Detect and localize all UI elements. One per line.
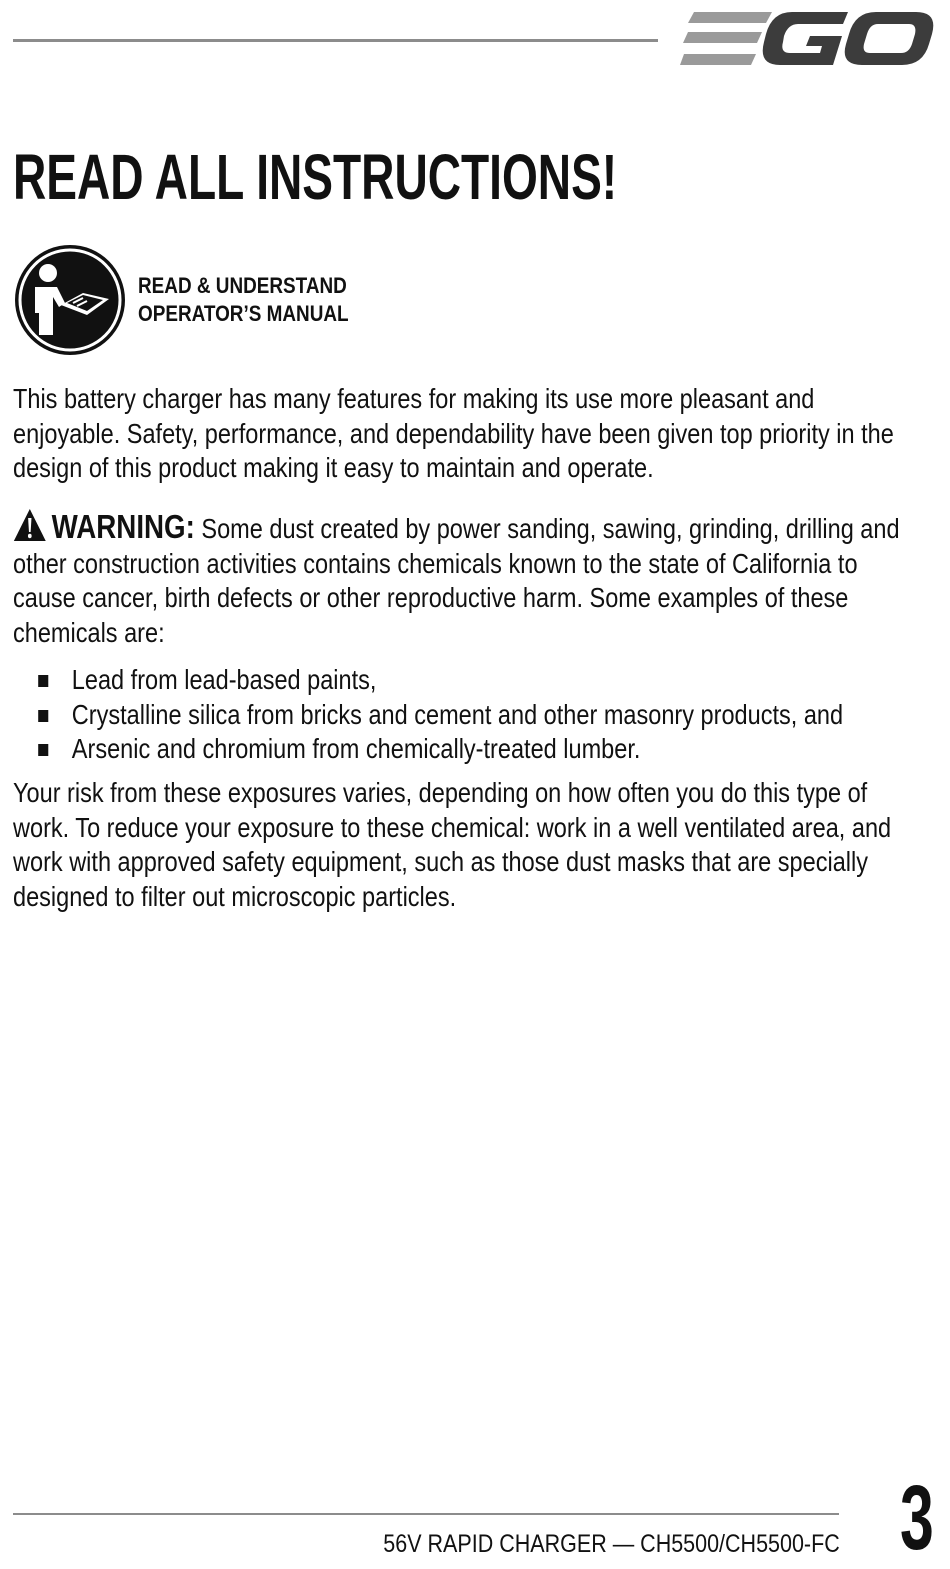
bullet-square-icon <box>38 710 48 722</box>
page-number: 3 <box>900 1467 934 1569</box>
chemical-list <box>13 663 916 767</box>
read-manual-icon <box>13 243 127 357</box>
warning-paragraph <box>13 508 916 650</box>
footer-product-title: 56V RAPID CHARGER — CH5500/CH5500-FC <box>383 1530 840 1558</box>
ego-logo-icon <box>680 8 938 70</box>
manual-notice-line2: OPERATOR’S MANUAL <box>138 301 349 326</box>
list-item <box>13 732 916 767</box>
manual-notice <box>138 272 349 328</box>
risk-paragraph: Your risk from these exposures varies, depending on how often you do this type of work. To reduce your exposure to these chemical: work in a well ventilated area, and work with approved safety equipment, such as those dust masks that are specially designed to filter out microscopic particles. <box>13 777 892 912</box>
page-title: READ ALL INSTRUCTIONS! <box>13 141 618 213</box>
list-item-text: Crystalline silica from bricks and cement and other masonry products, and <box>71 698 844 730</box>
warning-text: Some dust created by power sanding, sawing, grinding, drilling and other construction activities contains chemicals known to the state of California to cause cancer, birth defects or other reproductive harm. Some examples of these chemicals are: <box>13 513 900 648</box>
warning-label: WARNING: <box>51 508 195 545</box>
footer-rule <box>13 1513 839 1515</box>
intro-paragraph: This battery charger has many features for making its use more pleasant and enjoyable. Safety, performance, and dependability have been given top priority in the design of this product making it easy to maintain and operate. <box>13 383 894 483</box>
manual-notice-line1: READ & UNDERSTAND <box>138 273 347 298</box>
list-item <box>13 698 916 733</box>
bullet-square-icon <box>38 675 48 687</box>
bullet-square-icon <box>38 744 48 756</box>
list-item-text: Arsenic and chromium from chemically-treated lumber. <box>71 733 641 764</box>
list-item <box>13 663 916 698</box>
list-item-text: Lead from lead-based paints, <box>71 664 377 695</box>
header-rule <box>13 39 658 42</box>
warning-triangle-icon <box>13 508 47 542</box>
